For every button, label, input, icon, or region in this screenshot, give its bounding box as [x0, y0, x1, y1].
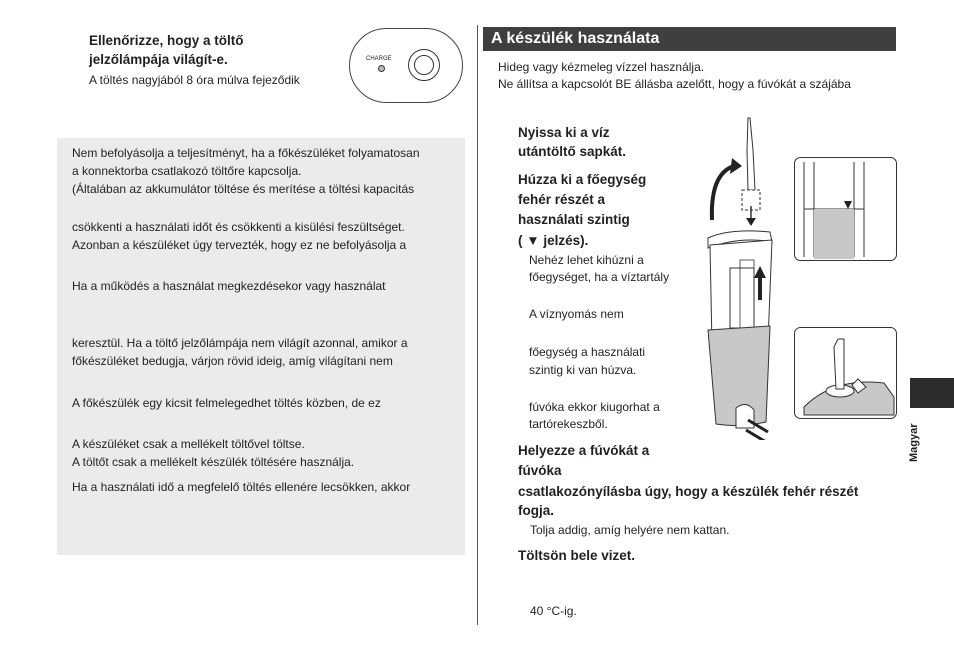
step4-text: Töltsön bele vizet.	[518, 548, 636, 563]
note-line: a konnektorba csatlakozó töltőre kapcsolja.	[72, 164, 302, 178]
step2-line1: Húzza ki a főegység	[518, 172, 647, 187]
step2-note-d1: fúvóka ekkor kiugorhat a	[529, 400, 660, 414]
charge-heading-line1: Ellenőrizze, hogy a töltő	[89, 33, 244, 48]
step3-line2: fúvóka	[518, 463, 562, 478]
step2-line2: fehér részét a	[518, 192, 606, 207]
note-line: Ha a működés a használat megkezdésekor vagy használat	[72, 279, 386, 293]
note-line: Azonban a készüléket úgy tervezték, hogy ez ne befolyásolja a	[72, 238, 407, 252]
charge-lamp-icon	[378, 65, 385, 72]
step3-note: Tolja addig, amíg helyére nem kattan.	[530, 523, 730, 537]
step2-note-a1: Nehéz lehet kihúzni a	[529, 253, 644, 267]
intro-line2: Ne állítsa a kapcsolót BE állásba azelőtt, hogy a fúvókát a szájába	[498, 77, 851, 91]
column-divider	[477, 25, 478, 625]
note-line: A készüléket csak a mellékelt töltővel töltse.	[72, 437, 305, 451]
step1-line2: utántöltő sapkát.	[518, 144, 627, 159]
charge-heading-line2: jelzőlámpája világít-e.	[89, 52, 228, 67]
note-line: Ha a használati idő a megfelelő töltés ellenére lecsökken, akkor	[72, 480, 411, 494]
step2-note-c2: szintig ki van húzva.	[529, 363, 637, 377]
step2-line4: ( ▼ jelzés).	[518, 233, 589, 248]
language-tab-label: Magyar	[908, 423, 920, 462]
step2-note-a2: főegységet, ha a víztartály	[529, 270, 670, 284]
charge-subtext: A töltés nagyjából 8 óra múlva fejeződik	[89, 73, 300, 87]
nozzle-insert-detail-illustration	[794, 327, 897, 419]
step3-line3: csatlakozónyílásba úgy, hogy a készülék fehér részét	[518, 484, 859, 499]
charge-label: CHARGE	[366, 56, 392, 62]
step3-line1: Helyezze a fúvókát a	[518, 443, 650, 458]
step2-line3: használati szintig	[518, 212, 630, 227]
note-line: keresztül. Ha a töltő jelzőlámpája nem világít azonnal, amikor a	[72, 336, 408, 350]
language-tab-marker	[910, 378, 954, 408]
note-line: Nem befolyásolja a teljesítményt, ha a főkészüléket folyamatosan	[72, 146, 420, 160]
note-line: főkészüléket bedugja, várjon rövid ideig, amíg világítani nem	[72, 354, 393, 368]
step2-note-d2: tartórekeszből.	[529, 417, 608, 431]
fill-level-detail-illustration	[794, 157, 897, 261]
section-title: A készülék használata	[491, 30, 660, 47]
step2-note-b: A víznyomás nem	[529, 307, 624, 321]
step3-line4: fogja.	[518, 503, 554, 518]
step1-line1: Nyissa ki a víz	[518, 125, 610, 140]
charger-illustration	[349, 28, 463, 103]
note-line: csökkenti a használati időt és csökkenti a kisülési feszültséget.	[72, 220, 405, 234]
note-line: A töltőt csak a mellékelt készülék töltésére használja.	[72, 455, 355, 469]
note-line: (Általában az akkumulátor töltése és merítése a töltési kapacitás	[72, 182, 415, 196]
temperature-note: 40 °C-ig.	[530, 604, 577, 618]
intro-line1: Hideg vagy kézmeleg vízzel használja.	[498, 60, 705, 74]
irrigator-illustration	[690, 110, 780, 440]
note-line: A főkészülék egy kicsit felmelegedhet töltés közben, de ez	[72, 396, 381, 410]
charger-socket-icon	[408, 49, 440, 81]
step2-note-c1: főegység a használati	[529, 345, 646, 359]
